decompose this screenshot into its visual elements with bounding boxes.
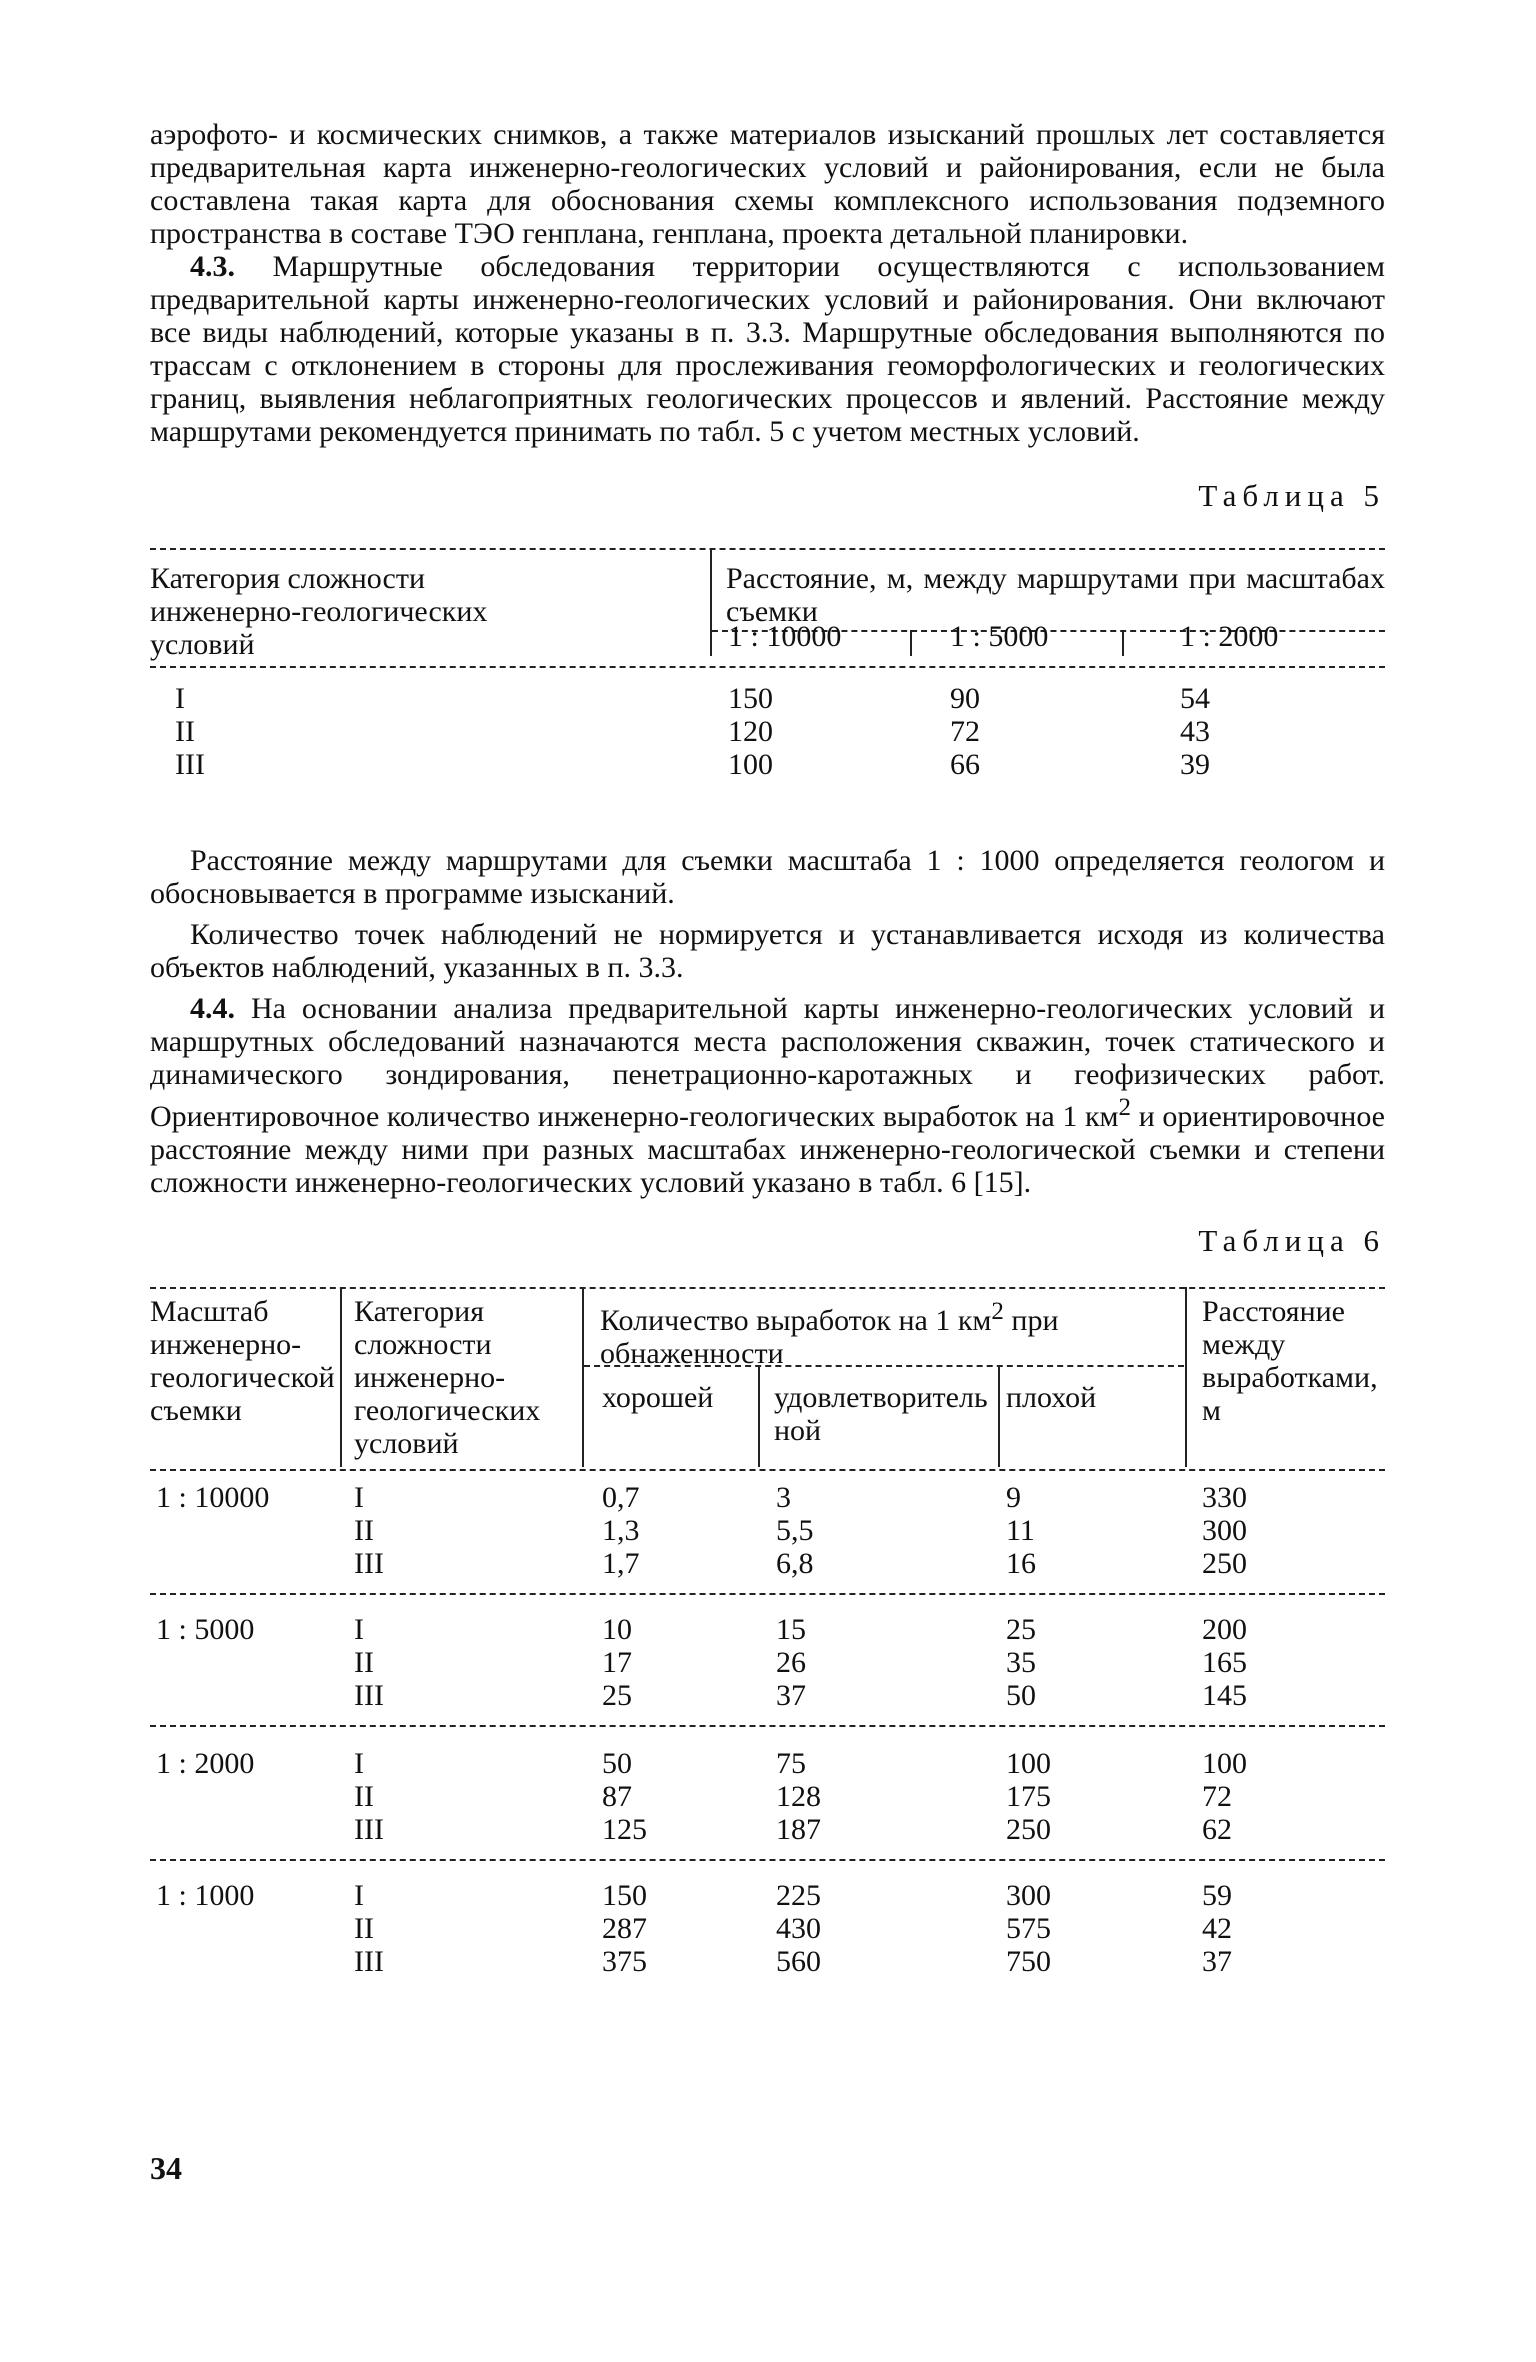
table-cell: 50 <box>1006 1679 1036 1712</box>
table-cell: 25 <box>1006 1613 1036 1646</box>
table-cell: 15 <box>776 1613 806 1646</box>
table-cell: 5,5 <box>776 1514 814 1547</box>
table-cell: 6,8 <box>776 1547 814 1580</box>
table-cell: 200 <box>1202 1613 1247 1646</box>
table-cell: 1,3 <box>602 1514 640 1547</box>
table-cell: 187 <box>776 1813 821 1846</box>
table6-scale: 1 : 10000 <box>156 1481 270 1514</box>
table-cell: 11 <box>1006 1514 1035 1547</box>
table-cell: 66 <box>950 748 980 781</box>
table5-caption: Таблица 5 <box>1198 478 1385 513</box>
table5-header-distance: Расстояние, м, между маршрутами при масштабах съемки <box>726 562 1385 628</box>
table-cell: 0,7 <box>602 1481 640 1514</box>
paragraph-4-4-text-b: и ориентировочное расстояние между ними при разных масштабах инженерно-геологической съемки и степени сложности инженерно-геологических условий указано в табл. 6 [15]. <box>150 1100 1385 1199</box>
table-cell: 72 <box>950 715 980 748</box>
table6-header-count-text-b: при обнаженности <box>600 1304 1059 1370</box>
table-cell: III <box>354 1547 384 1580</box>
paragraph-4-4-text-a: На основании анализа предварительной карты инженерно-геологических условий и маршрутных обследований назначаются места расположения скважин, точек статического и динамического зондирования, пенетрационно-каротажных и геофизических работ. Ориентировочное количество инженерно-геологических выработок на 1 км <box>150 992 1385 1133</box>
table-cell: III <box>354 1813 384 1846</box>
table-cell: 50 <box>602 1747 632 1780</box>
paragraph-4-4 <box>150 992 1385 1199</box>
table-cell: 150 <box>728 682 773 715</box>
table-cell: I <box>354 1747 364 1780</box>
table-cell: 26 <box>776 1646 806 1679</box>
table-row: III <box>175 748 205 781</box>
table-cell: 100 <box>1202 1747 1247 1780</box>
section-number: 4.4. <box>190 992 235 1025</box>
table-row: I <box>175 682 185 715</box>
paragraph-observation-points: Количество точек наблюдений не нормируется и устанавливается исходя из количества объектов наблюдений, указанных в п. 3.3. <box>150 918 1385 984</box>
table-cell: 300 <box>1202 1514 1247 1547</box>
table-cell: II <box>354 1912 374 1945</box>
table-cell: 10 <box>602 1613 632 1646</box>
table-cell: 37 <box>1202 1945 1232 1978</box>
table-cell: III <box>354 1945 384 1978</box>
table-cell: 72 <box>1202 1780 1232 1813</box>
table-cell: 39 <box>1180 748 1210 781</box>
table-cell: 575 <box>1006 1912 1051 1945</box>
table6-header-count <box>600 1295 1180 1370</box>
table-cell: 59 <box>1202 1879 1232 1912</box>
table-cell: 750 <box>1006 1945 1051 1978</box>
table-cell: I <box>354 1879 364 1912</box>
paragraph-4-3-text: Маршрутные обследования территории осуществляются с использованием предварительной карты инженерно-геологических условий и районирования. Они включают все виды наблюдений, которые указаны в п. 3.3. Маршрутные обследования выполняются по трассам с отклонением в стороны для прослеживания геоморфологических и геологических границ, выявления неблагоприятных геологических процессов и явлений. Расстояние между маршрутами рекомендуется принимать по табл. 5 с учетом местных условий. <box>150 250 1385 448</box>
table-cell: 75 <box>776 1747 806 1780</box>
table-cell: 37 <box>776 1679 806 1712</box>
table-cell: 330 <box>1202 1481 1247 1514</box>
table-cell: 125 <box>602 1813 647 1846</box>
table-cell: 287 <box>602 1912 647 1945</box>
table-row: II <box>175 715 195 748</box>
table-cell: 145 <box>1202 1679 1247 1712</box>
table6-header-poor: плохой <box>1006 1381 1097 1414</box>
table6-header-satisfactory: удовлетворительной <box>774 1381 988 1447</box>
section-number: 4.3. <box>190 250 235 283</box>
superscript: 2 <box>1118 1094 1132 1121</box>
table-cell: 128 <box>776 1780 821 1813</box>
table-cell: 62 <box>1202 1813 1232 1846</box>
table5-scale-3: 1 : 2000 <box>1180 620 1279 653</box>
table-cell: II <box>354 1780 374 1813</box>
table-cell: 375 <box>602 1945 647 1978</box>
paragraph-intro: аэрофото- и космических снимков, а также материалов изысканий прошлых лет составляется предварительная карта инженерно-геологических условий и районирования, если не была составлена такая карта для обоснования схемы комплексного использования подземного пространства в составе ТЭО генплана, генплана, проекта детальной планировки. <box>150 118 1385 250</box>
table-cell: 42 <box>1202 1912 1232 1945</box>
table6-header-good: хорошей <box>602 1381 714 1414</box>
table6-header-distance: Расстояние между выработками, м <box>1202 1295 1378 1427</box>
table5-header-category: Категория сложности инженерно-геологических условий <box>150 562 488 661</box>
table-cell: 17 <box>602 1646 632 1679</box>
table6-scale: 1 : 5000 <box>156 1613 255 1646</box>
table-cell: 100 <box>728 748 773 781</box>
page-number: 34 <box>150 2150 182 2186</box>
table6-scale: 1 : 1000 <box>156 1879 255 1912</box>
table-cell: III <box>354 1679 384 1712</box>
table-cell: 165 <box>1202 1646 1247 1679</box>
paragraph-4-3 <box>150 250 1385 448</box>
table-cell: 1,7 <box>602 1547 640 1580</box>
table-cell: 430 <box>776 1912 821 1945</box>
table-cell: I <box>354 1481 364 1514</box>
page-body <box>150 118 1385 1993</box>
paragraph-distance-1000: Расстояние между маршрутами для съемки масштаба 1 : 1000 определяется геологом и обосновывается в программе изысканий. <box>150 844 1385 910</box>
table-cell: 43 <box>1180 715 1210 748</box>
table-cell: 90 <box>950 682 980 715</box>
table6 <box>150 1273 1385 1993</box>
table-cell: 560 <box>776 1945 821 1978</box>
table-cell: I <box>354 1613 364 1646</box>
table-cell: 150 <box>602 1879 647 1912</box>
table5 <box>150 532 1385 822</box>
table6-caption: Таблица 6 <box>1198 1223 1385 1258</box>
table-cell: 54 <box>1180 682 1210 715</box>
table-cell: 120 <box>728 715 773 748</box>
table-cell: II <box>354 1646 374 1679</box>
table5-scale-1: 1 : 10000 <box>728 620 842 653</box>
table-cell: II <box>354 1514 374 1547</box>
table-cell: 300 <box>1006 1879 1051 1912</box>
table-cell: 3 <box>776 1481 791 1514</box>
table-cell: 250 <box>1006 1813 1051 1846</box>
table6-scale: 1 : 2000 <box>156 1747 255 1780</box>
table-cell: 25 <box>602 1679 632 1712</box>
table-cell: 100 <box>1006 1747 1051 1780</box>
table-cell: 35 <box>1006 1646 1036 1679</box>
table-cell: 225 <box>776 1879 821 1912</box>
table-cell: 87 <box>602 1780 632 1813</box>
superscript: 2 <box>991 1298 1004 1325</box>
table6-header-scale: Масштаб инженерно-геологической съемки <box>150 1295 335 1427</box>
table-cell: 9 <box>1006 1481 1021 1514</box>
table5-scale-2: 1 : 5000 <box>950 620 1049 653</box>
table-cell: 175 <box>1006 1780 1051 1813</box>
table-cell: 250 <box>1202 1547 1247 1580</box>
table6-header-count-text: Количество выработок на 1 км <box>600 1304 992 1337</box>
table6-header-category: Категория сложности инженерно-геологических условий <box>354 1295 541 1460</box>
table-cell: 16 <box>1006 1547 1036 1580</box>
